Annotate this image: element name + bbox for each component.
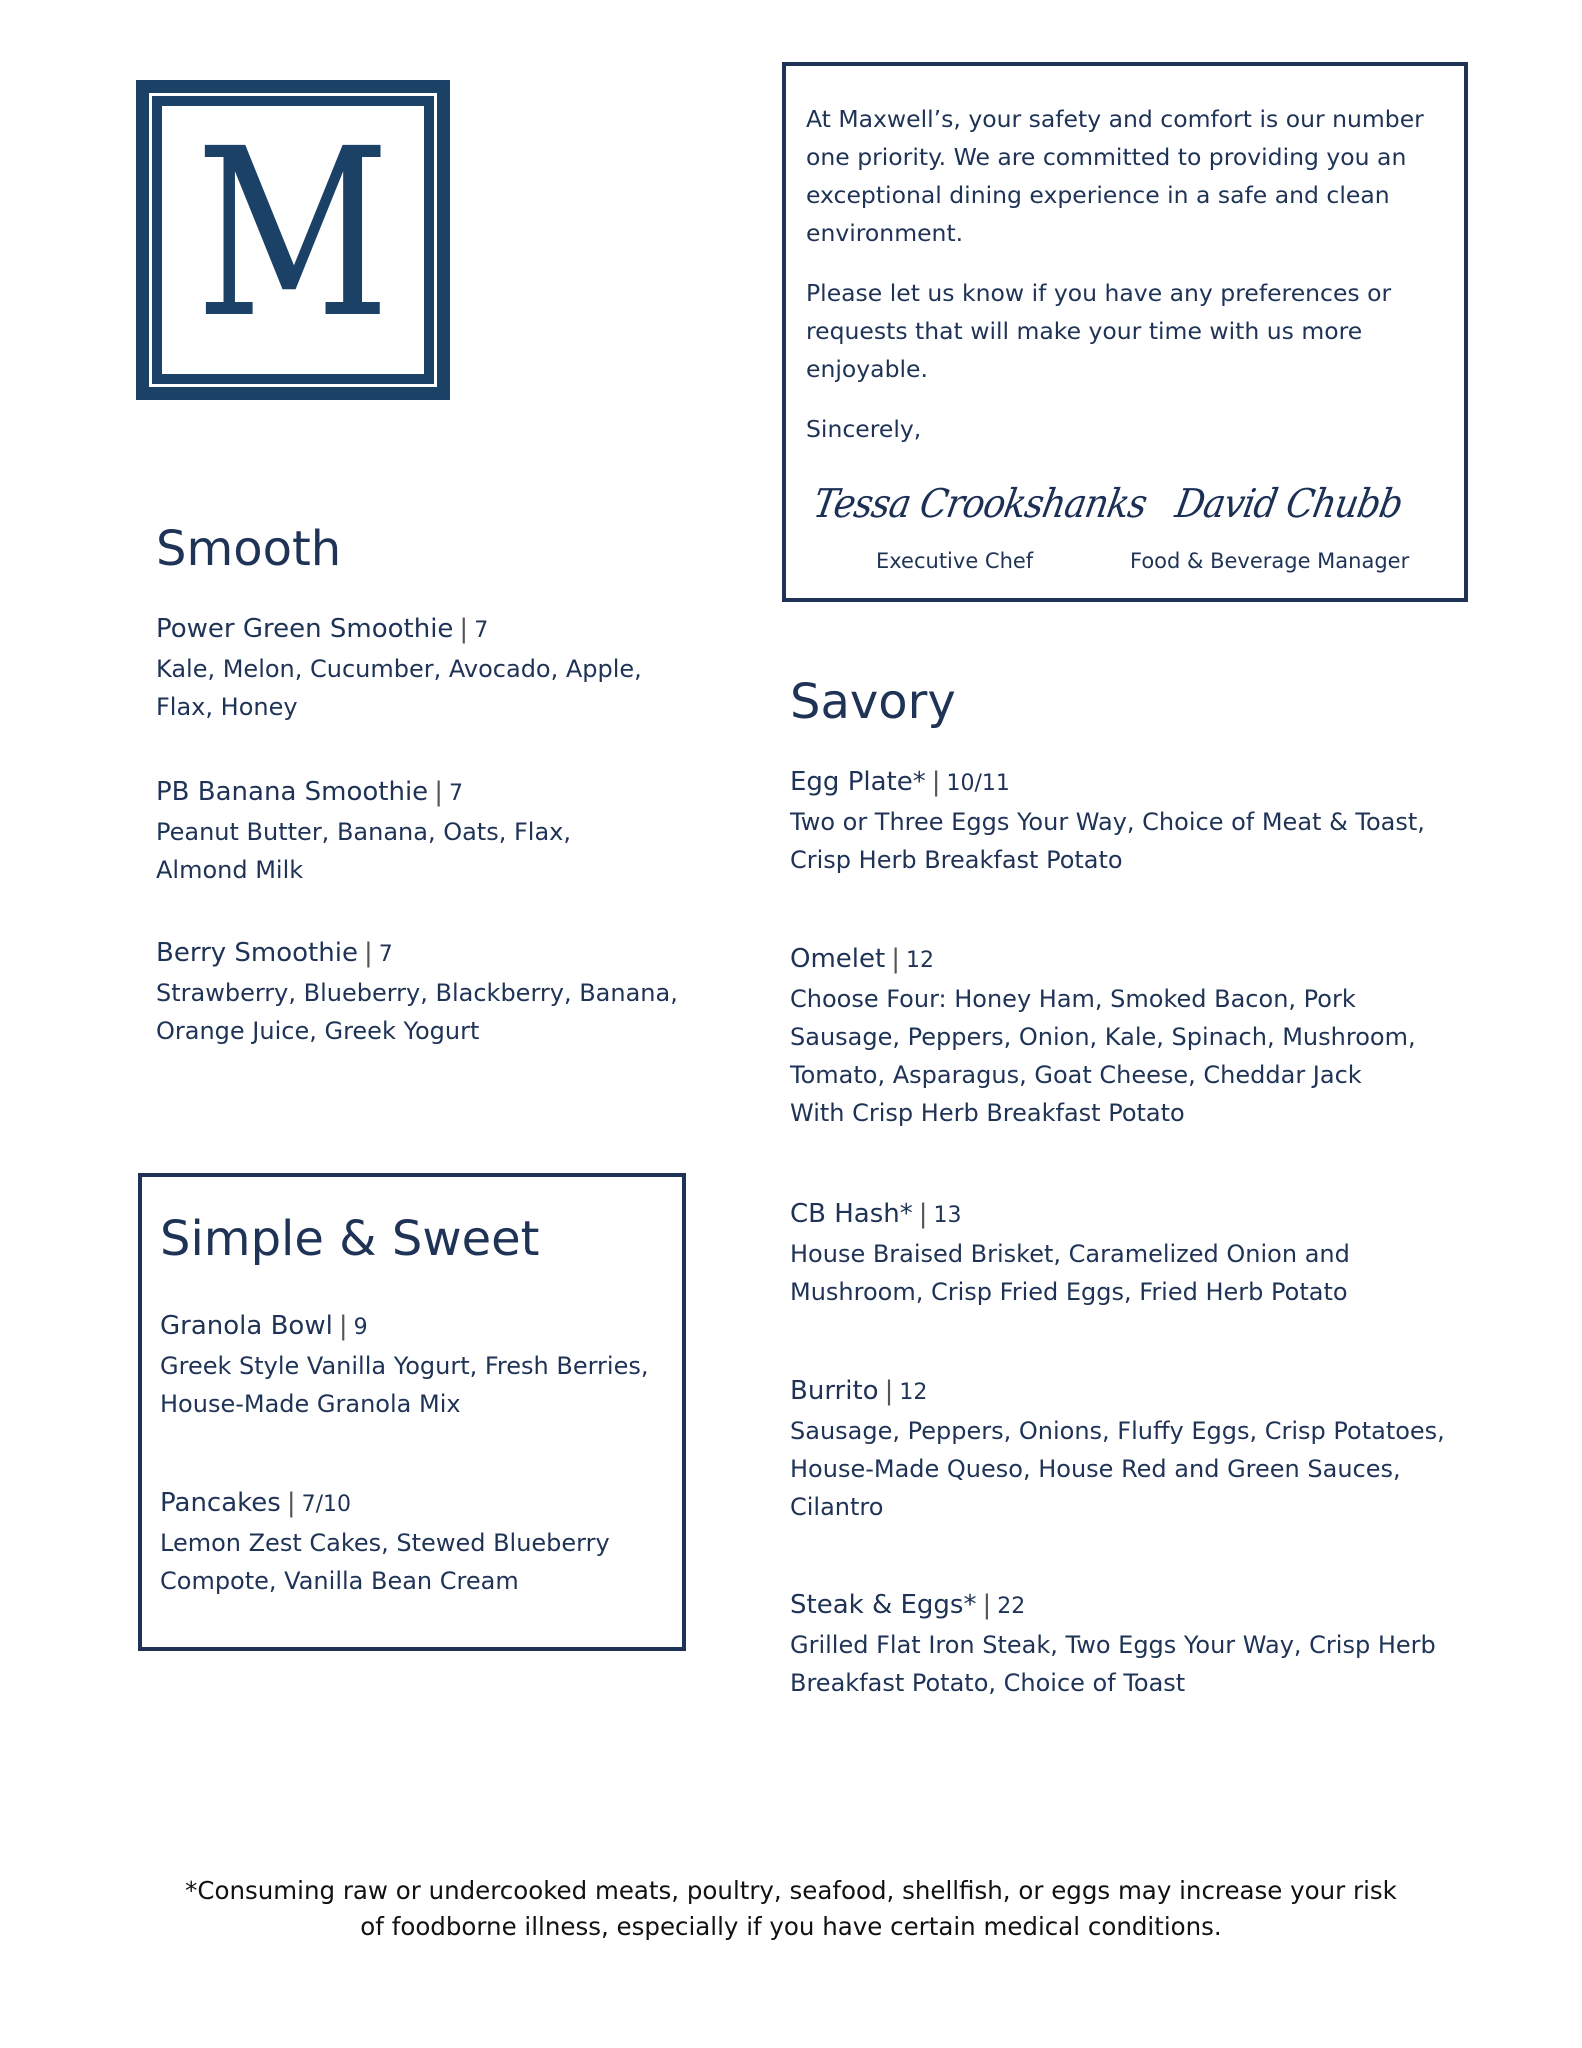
price-separator: | [884,1376,894,1406]
item-price: 7 [378,942,393,967]
section-heading-savory: Savory [790,674,956,730]
description-line: Grilled Flat Iron Steak, Two Eggs Your Way, Crisp Herb [790,1631,1436,1659]
logo-frame [149,93,437,387]
price-separator: | [363,938,373,968]
price-separator: | [459,614,469,644]
item-description [156,650,642,726]
description-line: House-Made Granola Mix [160,1390,461,1418]
price-separator: | [891,944,900,974]
item-name-line [790,946,1416,972]
description-line: Compote, Vanilla Bean Cream [160,1567,519,1595]
item-price: 9 [353,1315,368,1340]
item-price: 7/10 [301,1492,351,1517]
description-line: Sausage, Peppers, Onion, Kale, Spinach, Mushroom, [790,1023,1416,1051]
price-separator: | [918,1199,928,1229]
price-separator: | [931,767,941,797]
item-price: 10/11 [946,771,1010,796]
disclaimer-line: of foodborne illness, especially if you have certain medical conditions. [360,1912,1222,1941]
disclaimer-line: *Consuming raw or undercooked meats, poultry, seafood, shellfish, or eggs may increase your risk [185,1876,1397,1905]
logo-core [162,99,424,374]
menu-item [160,1490,610,1600]
manager-signature: David Chubb [1172,481,1406,528]
menu-item [156,616,642,726]
section-heading-smooth: Smooth [156,521,342,577]
item-price: 12 [899,1380,928,1405]
item-name-line [790,1378,1445,1404]
item-name-line [156,616,642,642]
description-line: Two or Three Eggs Your Way, Choice of Meat & Toast, [790,808,1425,836]
item-description [790,1412,1445,1526]
item-name: Egg Plate* [790,767,926,797]
price-separator: | [434,777,443,807]
item-description [160,1347,648,1423]
item-name-line [790,1201,1350,1227]
description-line: Tomato, Asparagus, Goat Cheese, Cheddar Jack [790,1061,1362,1089]
item-name: Pancakes [160,1488,281,1518]
description-line: Strawberry, Blueberry, Blackberry, Banana, [156,979,678,1007]
note-paragraph-1: At Maxwell’s, your safety and comfort is our number one priority. We are committed to providing you an exceptional dining experience in a safe and clean environment. [806,105,1424,247]
description-line: House Braised Brisket, Caramelized Onion and [790,1240,1350,1268]
description-line: Greek Style Vanilla Yogurt, Fresh Berries, [160,1352,649,1380]
item-description [156,813,571,889]
item-name-line [790,769,1425,795]
description-line: Flax, Honey [156,693,298,721]
item-name: Omelet [790,944,886,974]
menu-item [790,1201,1350,1311]
menu-item [156,940,678,1050]
item-name: PB Banana Smoothie [156,777,429,807]
description-line: Sausage, Peppers, Onions, Fluffy Eggs, Crisp Potatoes, [790,1417,1445,1445]
item-name: Power Green Smoothie [156,614,454,644]
item-name: CB Hash* [790,1199,913,1229]
item-name: Steak & Eggs* [790,1590,977,1620]
price-separator: | [338,1311,348,1341]
item-price: 13 [933,1203,962,1228]
menu-item [790,1592,1436,1702]
menu-item [156,779,571,889]
item-name: Burrito [790,1376,879,1406]
item-name-line [160,1490,610,1516]
note-closing: Sincerely, [806,415,922,443]
welcome-note-box [782,62,1468,602]
price-separator: | [286,1488,296,1518]
description-line: Crisp Herb Breakfast Potato [790,846,1123,874]
item-name-line [160,1313,648,1339]
description-line: Lemon Zest Cakes, Stewed Blueberry [160,1529,610,1557]
simple-sweet-box [138,1173,686,1651]
menu-item [160,1313,648,1423]
description-line: Kale, Melon, Cucumber, Avocado, Apple, [156,655,642,683]
item-description [156,974,678,1050]
foodborne-illness-disclaimer [0,1873,1582,1945]
note-paragraph-2: Please let us know if you have any preferences or requests that will make your time with us more enjoyable. [806,279,1392,383]
item-name: Berry Smoothie [156,938,358,968]
chef-signature: Tessa Crookshanks [810,481,1150,528]
item-name-line [156,940,678,966]
description-line: With Crisp Herb Breakfast Potato [790,1099,1185,1127]
description-line: House-Made Queso, House Red and Green Sauces, [790,1455,1401,1483]
item-price: 22 [997,1594,1026,1619]
maxwells-logo [136,80,450,400]
item-description [790,803,1425,879]
description-line: Almond Milk [156,856,304,884]
menu-item [790,769,1425,879]
item-description [790,1626,1436,1702]
description-line: Breakfast Potato, Choice of Toast [790,1669,1186,1697]
price-separator: | [982,1590,992,1620]
description-line: Cilantro [790,1493,884,1521]
item-description [790,1235,1350,1311]
item-name-line [790,1592,1436,1618]
description-line: Mushroom, Crisp Fried Eggs, Fried Herb Potato [790,1278,1348,1306]
description-line: Choose Four: Honey Ham, Smoked Bacon, Pork [790,985,1356,1013]
description-line: Peanut Butter, Banana, Oats, Flax, [156,818,571,846]
logo-letter: M [195,99,391,369]
item-price: 7 [474,618,489,643]
item-price: 12 [905,948,934,973]
menu-item [790,1378,1445,1526]
item-name: Granola Bowl [160,1311,333,1341]
item-price: 7 [448,781,463,806]
section-heading-simple-sweet: Simple & Sweet [160,1211,540,1267]
manager-title: Food & Beverage Manager [1130,549,1410,573]
menu-item [790,946,1416,1132]
item-description [160,1524,610,1600]
description-line: Orange Juice, Greek Yogurt [156,1017,480,1045]
chef-title: Executive Chef [876,549,1034,573]
item-description [790,980,1416,1132]
item-name-line [156,779,571,805]
